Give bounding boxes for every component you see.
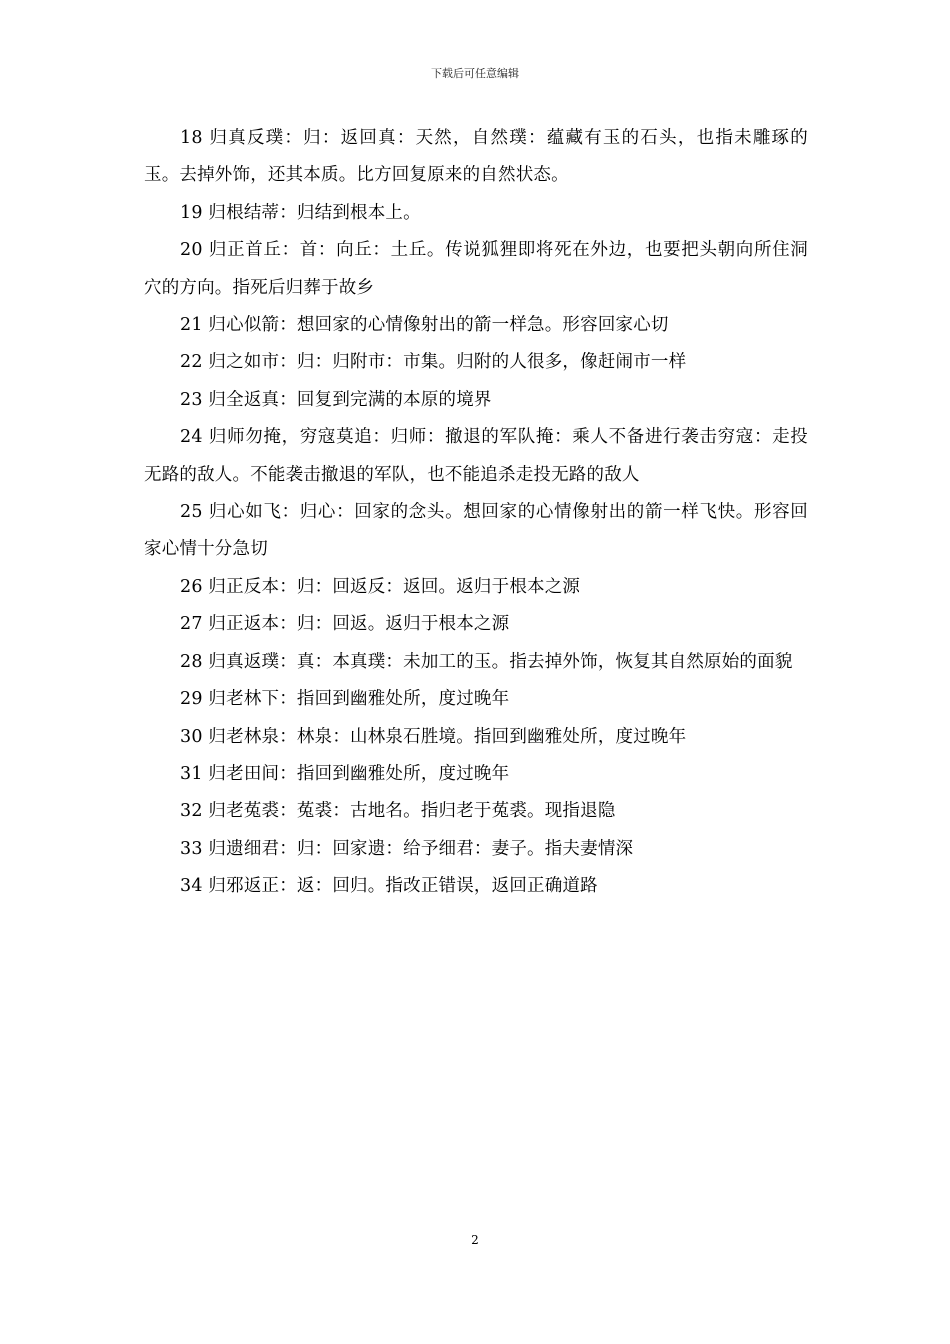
idiom-entry-32: 32 归老菟裘：菟裘：古地名。指归老于菟裘。现指退隐 <box>180 801 616 822</box>
idiom-entry-22: 22 归之如市：归：归附市：市集。归附的人很多，像赶闹市一样 <box>180 352 687 373</box>
idiom-entry-20: 20 归正首丘：首：向丘：土丘。传说狐狸即将死在外边，也要把头朝向所住洞穴的方向。指死后归葬于故乡 <box>144 240 808 298</box>
page-header: 下载后可任意编辑 <box>431 67 519 80</box>
idiom-entry-24: 24 归师勿掩，穷寇莫追：归师：撤退的军队掩：乘人不备进行袭击穷寇：走投无路的敌人。不能袭击撤退的军队，也不能追杀走投无路的敌人 <box>144 427 808 485</box>
idiom-entry-34: 34 归邪返正：返：回归。指改正错误，返回正确道路 <box>180 876 598 897</box>
idiom-entry-26: 26 归正反本：归：回返反：返回。返归于根本之源 <box>180 576 581 597</box>
document-body <box>144 120 808 906</box>
idiom-entry-28: 28 归真返璞：真：本真璞：未加工的玉。指去掉外饰，恢复其自然原始的面貌 <box>180 651 793 672</box>
page-number: 2 <box>471 1233 479 1247</box>
idiom-entry-33: 33 归遗细君：归：回家遗：给予细君：妻子。指夫妻情深 <box>180 838 634 859</box>
idiom-entry-30: 30 归老林泉：林泉：山林泉石胜境。指回到幽雅处所，度过晚年 <box>180 726 687 747</box>
idiom-entry-27: 27 归正返本：归：回返。返归于根本之源 <box>180 614 510 635</box>
idiom-entry-25: 25 归心如飞：归心：回家的念头。想回家的心情像射出的箭一样飞快。形容回家心情十分急切 <box>144 502 808 560</box>
idiom-entry-18: 18 归真反璞：归：返回真：天然，自然璞：蕴藏有玉的石头，也指未雕琢的玉。去掉外饰，还其本质。比方回复原来的自然状态。 <box>144 128 808 186</box>
idiom-entry-21: 21 归心似箭：想回家的心情像射出的箭一样急。形容回家心切 <box>180 315 669 336</box>
idiom-entry-31: 31 归老田间：指回到幽雅处所，度过晚年 <box>180 763 510 784</box>
idiom-entry-29: 29 归老林下：指回到幽雅处所，度过晚年 <box>180 689 510 710</box>
idiom-entry-23: 23 归全返真：回复到完满的本原的境界 <box>180 389 492 410</box>
idiom-entry-19: 19 归根结蒂：归结到根本上。 <box>180 202 421 223</box>
